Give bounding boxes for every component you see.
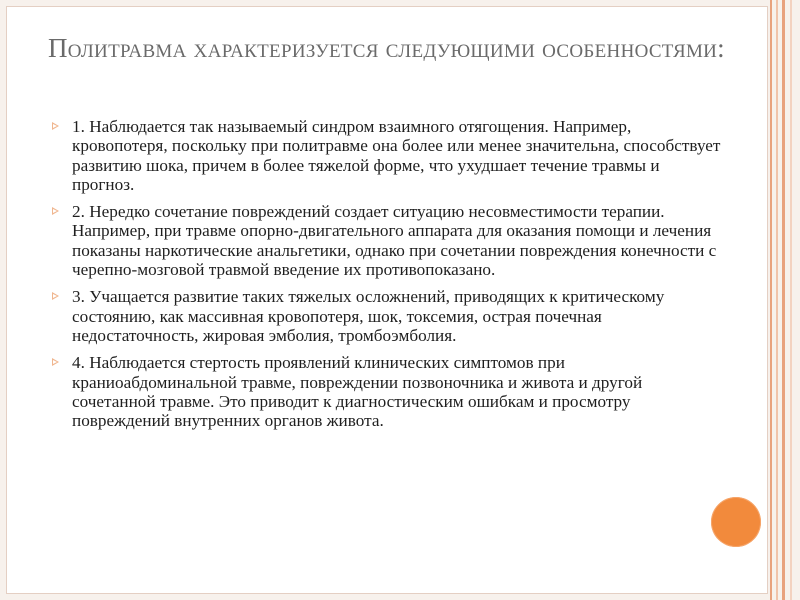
bullet-item <box>52 353 724 430</box>
triangle-bullet-icon <box>52 292 59 300</box>
bullet-item <box>52 117 724 194</box>
triangle-bullet-icon <box>52 207 59 215</box>
orange-circle-icon <box>711 497 761 547</box>
bullet-item <box>52 287 724 345</box>
triangle-bullet-icon <box>52 122 59 130</box>
slide-title: Политравма характеризуется следующими особенностями: <box>48 33 725 63</box>
bullet-text: 2. Нередко сочетание повреждений создает ситуацию несовместимости терапии. Например, при травме опорно-двигательного аппарата для оказания помощи и лечения показаны наркотические анальгетики, однако при сочетании повреждения конечности с черепно-мозговой травмой введение их противопоказано. <box>72 202 717 280</box>
bullet-text: 1. Наблюдается так называемый синдром взаимного отягощения. Например, кровопотеря, поскольку при политравме она более или менее значительна, способствует развитию шока, причем в более тяжелой форме, что ухудшает течение травмы и прогноз. <box>72 117 721 194</box>
bullet-text: 3. Учащается развитие таких тяжелых осложнений, приводящих к критическому состоянию, как массивная кровопотеря, шок, токсемия, острая почечная недостаточность, жировая эмболия, тромбоэмболия. <box>72 287 665 345</box>
decorative-stripe <box>770 0 772 600</box>
bullet-text: 4. Наблюдается стертость проявлений клинических симптомов при краниоабдоминальной травме, повреждении позвоночника и живота и другой сочетанной травме. Это приводит к диагностическим ошибкам и просмотру повреждений внутренних органов живота. <box>72 353 643 431</box>
bullet-list <box>52 117 724 438</box>
triangle-bullet-icon <box>52 358 59 366</box>
decorative-stripe <box>782 0 785 600</box>
decorative-stripe <box>776 0 778 600</box>
bullet-item <box>52 202 724 279</box>
decorative-stripe <box>790 0 792 600</box>
